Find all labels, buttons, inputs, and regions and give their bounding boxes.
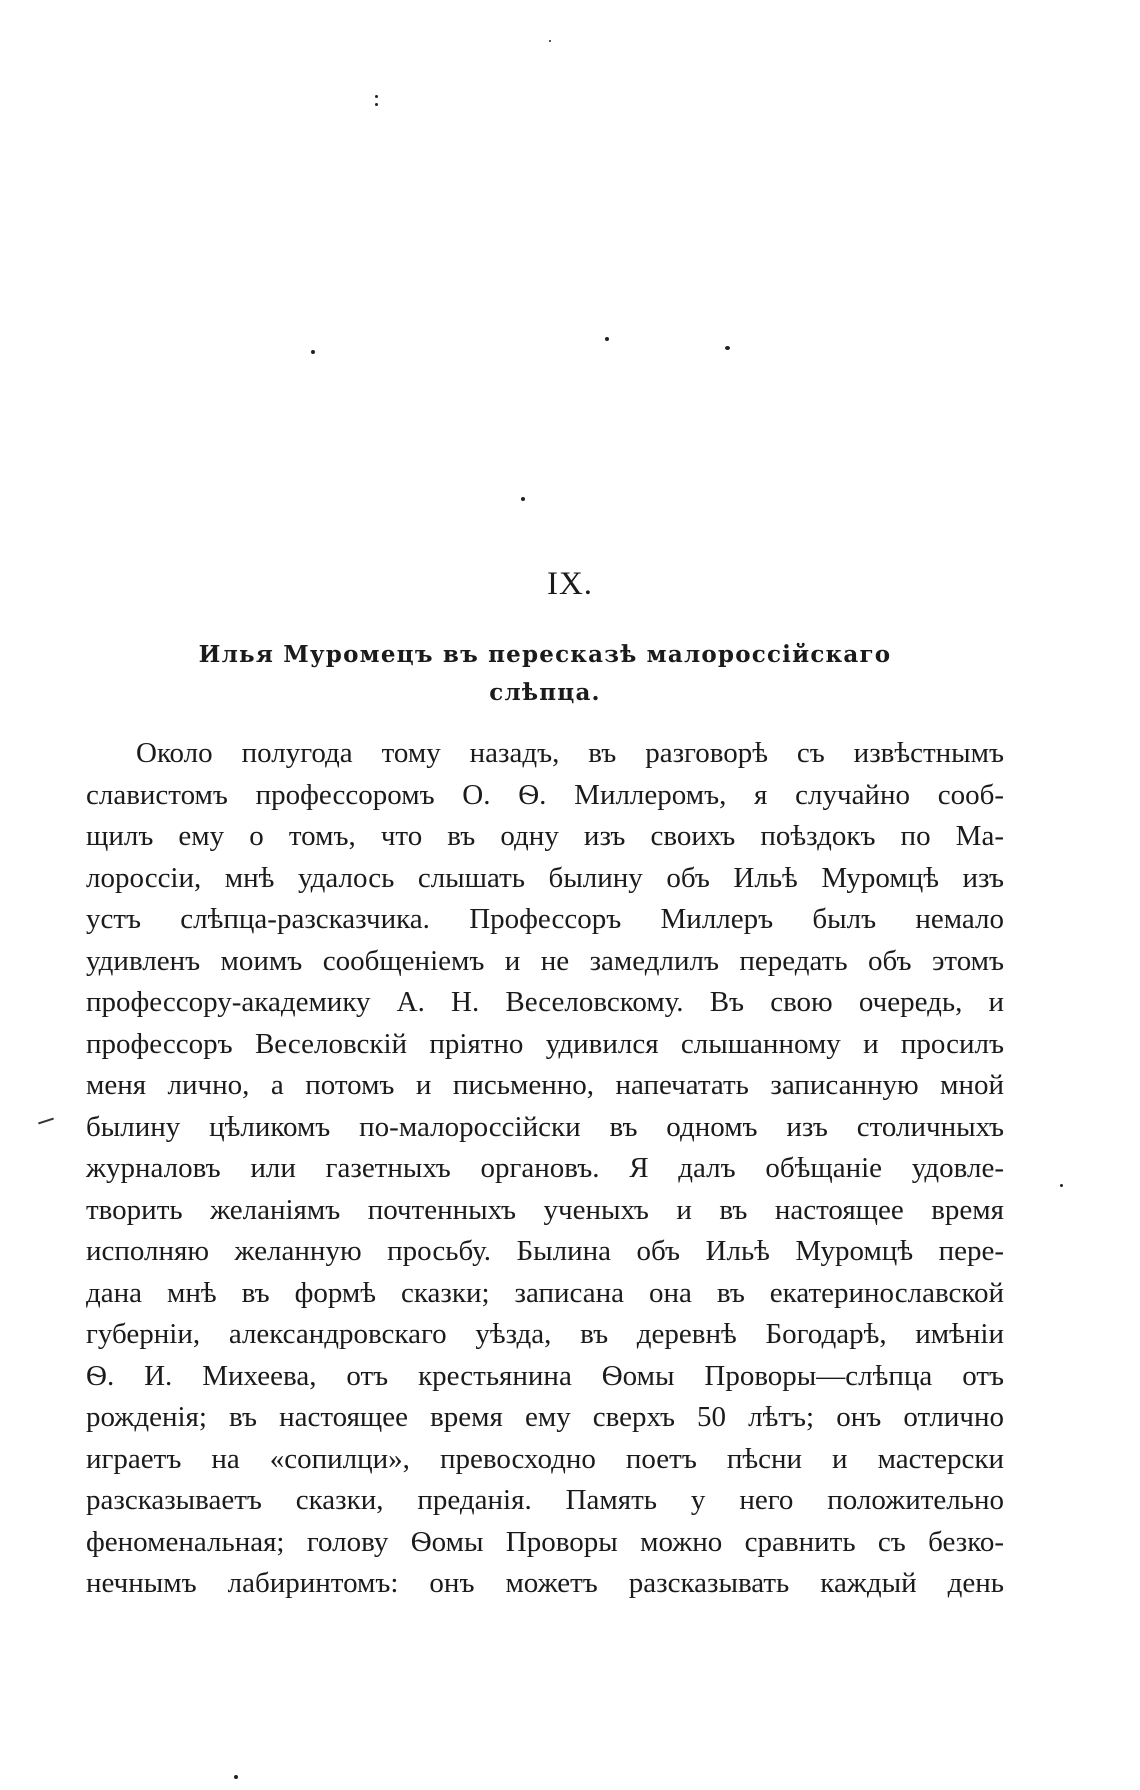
text-line: лороссіи, мнѣ удалось слышать былину объ Ильѣ Муромцѣ изъ: [86, 861, 1004, 894]
scan-speck: [549, 40, 551, 42]
scan-speck: [725, 346, 730, 350]
text-line: профессоръ Веселовскій пріятно удивился слышанному и просилъ: [86, 1027, 1004, 1060]
text-line: разсказываетъ сказки, преданія. Память у него положительно: [86, 1484, 1004, 1516]
chapter-title-line: Илья Муромецъ въ пересказѣ малороссійскаго: [198, 641, 892, 668]
body-text: [86, 733, 1004, 1605]
chapter-title-line: слѣпца.: [489, 679, 601, 706]
scan-speck: [234, 1775, 238, 1779]
margin-dash-mark: [38, 1118, 54, 1125]
text-line: меня лично, а потомъ и письменно, напечатать записанную мной: [86, 1069, 1004, 1101]
text-line: губерніи, александровскаго уѣзда, въ деревнѣ Богодарѣ, имѣніи: [86, 1318, 1004, 1350]
scan-speck: [375, 95, 378, 98]
text-line: щилъ ему о томъ, что въ одну изъ своихъ поѣздокъ по Ма-: [86, 820, 1004, 852]
text-line: славистомъ профессоромъ О. Ѳ. Миллеромъ, я случайно сооб-: [86, 778, 1004, 811]
chapter-title: [80, 636, 1010, 712]
text-line: профессору-академику А. Н. Веселовскому. Въ свою очередь, и: [86, 986, 1004, 1018]
text-line: творить желаніямъ почтенныхъ ученыхъ и въ настоящее время: [86, 1193, 1004, 1226]
text-line: рожденія; въ настоящее время ему сверхъ 50 лѣтъ; онъ отлично: [86, 1401, 1004, 1433]
scan-speck: [1060, 1184, 1063, 1187]
scan-speck: [605, 337, 609, 341]
text-line: исполняю желанную просьбу. Былина объ Ильѣ Муромцѣ пере-: [86, 1235, 1004, 1267]
text-line: Около полугода тому назадъ, въ разговорѣ съ извѣстнымъ: [136, 737, 1004, 769]
text-line: феноменальная; голову Ѳомы Проворы можно сравнить съ безко-: [86, 1525, 1004, 1558]
text-line: журналовъ или газетныхъ органовъ. Я далъ обѣщаніе удовле-: [86, 1152, 1004, 1184]
text-line: удивленъ моимъ сообщеніемъ и не замедлилъ передать объ этомъ: [86, 944, 1004, 977]
scan-speck: [375, 103, 378, 106]
text-line: былину цѣликомъ по-малороссійски въ одномъ изъ столичныхъ: [86, 1110, 1004, 1143]
text-line: играетъ на «сопилци», превосходно поетъ пѣсни и мастерски: [86, 1442, 1004, 1475]
text-line: устъ слѣпца-разсказчика. Профессоръ Миллеръ былъ немало: [86, 903, 1004, 935]
scan-speck: [521, 497, 525, 501]
chapter-number: IX.: [546, 566, 594, 602]
text-line: дана мнѣ въ формѣ сказки; записана она въ екатеринославской: [86, 1276, 1004, 1309]
text-line: нечнымъ лабиринтомъ: онъ можетъ разсказывать каждый день: [86, 1567, 1004, 1599]
text-line: Ѳ. И. Михеева, отъ крестьянина Ѳомы Проворы—слѣпца отъ: [86, 1359, 1004, 1392]
scan-speck: [311, 350, 315, 354]
